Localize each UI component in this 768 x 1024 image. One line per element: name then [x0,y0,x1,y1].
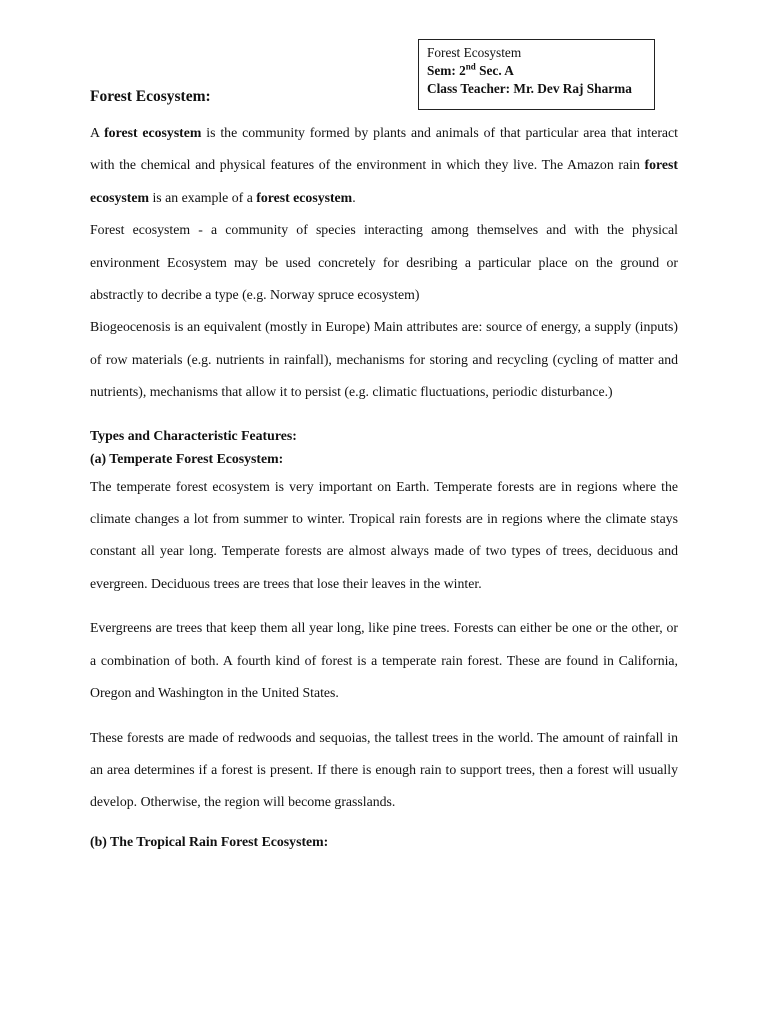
paragraph-redwoods: These forests are made of redwoods and sequoias, the tallest trees in the world. The amount of rainfall in an area determines if a forest is present. If there is enough rain to support trees, then a forest will usually develop. Otherwise, the region will become grasslands. [90,729,678,810]
header-subject: Forest Ecosystem [427,45,522,60]
header-class-teacher: Class Teacher: Mr. Dev Raj Sharma [427,81,632,96]
header-info-box [418,39,655,110]
page-title: Forest Ecosystem: [90,88,211,105]
paragraph-definition: Forest ecosystem - a community of species interacting among themselves and with the physical environment Ecosystem may be used concretely for desribing a particular place on the ground or abstractly to decribe a type (e.g. Norway spruce ecosystem) [90,222,678,303]
header-semester: Sem: 2nd Sec. A [427,61,514,78]
paragraph-evergreens: Evergreens are trees that keep them all year long, like pine trees. Forests can either be one or the other, or a combination of both. A fourth kind of forest is a temperate rain forest. These are found in California, Oregon and Washington in the United States. [90,620,678,701]
paragraph-temperate: The temperate forest ecosystem is very important on Earth. Temperate forests are in regions where the climate changes a lot from summer to winter. Tropical rain forests are in regions where the climate stays constant all year long. Temperate forests are almost always made of two types of trees, deciduous and evergreen. Deciduous trees are trees that lose their leaves in the winter. [90,478,678,591]
paragraph-intro: A forest ecosystem is the community formed by plants and animals of that particular area that interact with the chemical and physical features of the environment in which they live. The Amazon rain forest ecosystem is an example of a forest ecosystem. [90,125,678,205]
heading-tropical: (b) The Tropical Rain Forest Ecosystem: [90,833,329,849]
heading-temperate: (a) Temperate Forest Ecosystem: [90,450,284,466]
heading-types: Types and Characteristic Features: [90,427,297,443]
paragraph-biogeocenosis: Biogeocenosis is an equivalent (mostly in Europe) Main attributes are: source of energy, a supply (inputs) of row materials (e.g. nutrients in rainfall), mechanisms for storing and recycling (cycling of matter and nutrients), mechanisms that allow it to persist (e.g. climatic fluctuations, periodic disturbance.) [90,319,678,400]
document-body [90,117,678,853]
